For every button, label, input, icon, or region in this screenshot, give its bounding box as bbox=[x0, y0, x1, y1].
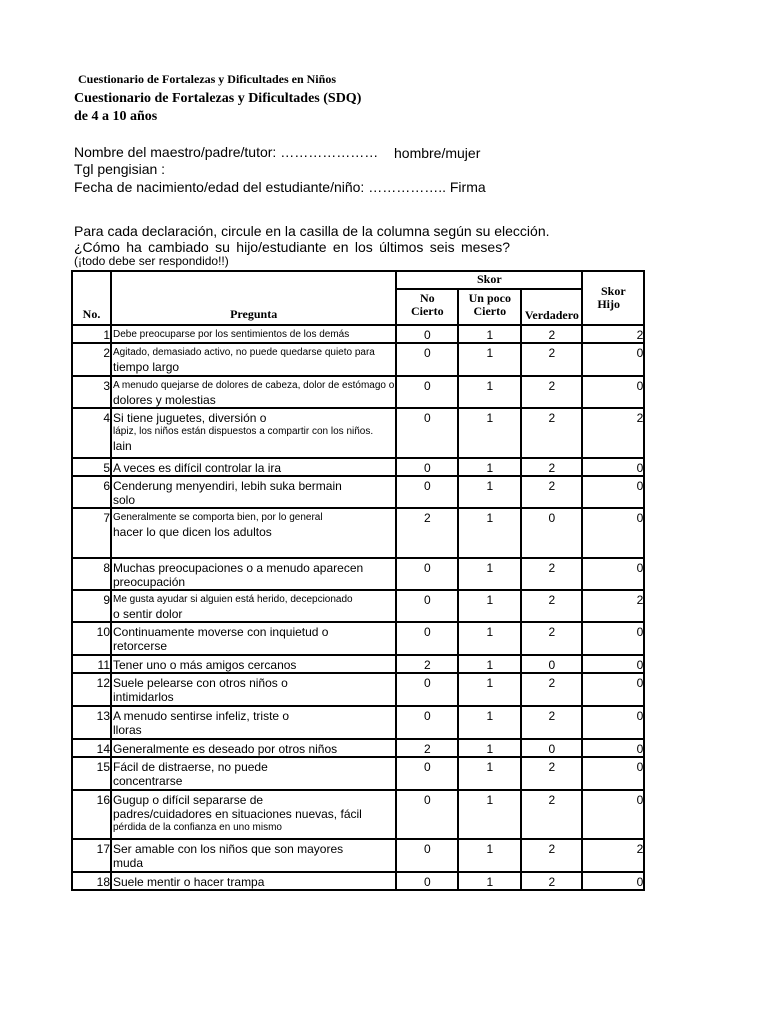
question-text-line: Gugup o difícil separarse de bbox=[113, 793, 264, 807]
child-score: 0 bbox=[582, 558, 644, 590]
question-text bbox=[111, 408, 396, 458]
instruction-1: Para cada declaración, circule en la casilla de la columna según su elección. bbox=[74, 223, 550, 239]
option-no-cierto[interactable]: 0 bbox=[396, 476, 458, 508]
option-un-poco-cierto[interactable]: 1 bbox=[458, 558, 521, 590]
question-text-line: Ser amable con los niños que son mayores bbox=[113, 842, 344, 856]
child-score: 0 bbox=[582, 343, 644, 376]
child-score: 0 bbox=[582, 706, 644, 739]
question-text bbox=[111, 839, 396, 872]
question-row bbox=[72, 508, 644, 558]
question-text-line: muda bbox=[113, 856, 144, 870]
option-verdadero[interactable]: 2 bbox=[521, 673, 582, 706]
question-text-line: Si tiene juguetes, diversión o bbox=[113, 411, 267, 425]
option-verdadero[interactable]: 0 bbox=[521, 508, 582, 558]
question-row bbox=[72, 476, 644, 508]
question-text-line: Tener uno o más amigos cercanos bbox=[113, 658, 297, 672]
option-no-cierto[interactable]: 0 bbox=[396, 706, 458, 739]
child-score: 0 bbox=[582, 790, 644, 839]
question-text-line: Muchas preocupaciones o a menudo aparecen bbox=[113, 561, 364, 575]
header-no: No. bbox=[72, 271, 111, 325]
question-text-line: Suele mentir o hacer trampa bbox=[113, 875, 265, 889]
question-text-line: concentrarse bbox=[113, 774, 183, 788]
question-number: 6 bbox=[72, 476, 111, 508]
question-row bbox=[72, 376, 644, 408]
option-un-poco-cierto[interactable]: 1 bbox=[458, 590, 521, 622]
question-row bbox=[72, 739, 644, 757]
header-skor: Skor bbox=[396, 271, 582, 289]
question-text-line: padres/cuidadores en situaciones nuevas, fácil bbox=[113, 807, 362, 821]
option-verdadero[interactable]: 2 bbox=[521, 757, 582, 790]
question-number: 14 bbox=[72, 739, 111, 757]
option-no-cierto[interactable]: 2 bbox=[396, 739, 458, 757]
question-text-line: lápiz, los niños están dispuestos a compartir con los niños. bbox=[113, 426, 374, 437]
question-text bbox=[111, 655, 396, 673]
question-text bbox=[111, 325, 396, 343]
question-row bbox=[72, 590, 644, 622]
teacher-name-field[interactable]: Nombre del maestro/padre/tutor: ………………… bbox=[74, 144, 379, 160]
question-number: 2 bbox=[72, 343, 111, 376]
option-no-cierto[interactable]: 0 bbox=[396, 790, 458, 839]
question-row bbox=[72, 558, 644, 590]
question-row bbox=[72, 655, 644, 673]
option-verdadero[interactable]: 0 bbox=[521, 655, 582, 673]
option-no-cierto[interactable]: 2 bbox=[396, 508, 458, 558]
option-verdadero[interactable]: 2 bbox=[521, 590, 582, 622]
question-text-line: solo bbox=[113, 493, 136, 507]
option-un-poco-cierto[interactable]: 1 bbox=[458, 757, 521, 790]
option-verdadero[interactable]: 2 bbox=[521, 872, 582, 890]
question-row bbox=[72, 343, 644, 376]
question-text bbox=[111, 508, 396, 558]
child-score: 0 bbox=[582, 376, 644, 408]
question-row bbox=[72, 458, 644, 476]
question-number: 4 bbox=[72, 408, 111, 458]
question-text-line: Suele pelearse con otros niños o bbox=[113, 676, 288, 690]
option-un-poco-cierto[interactable]: 1 bbox=[458, 458, 521, 476]
option-un-poco-cierto[interactable]: 1 bbox=[458, 343, 521, 376]
question-text bbox=[111, 376, 396, 408]
gender-field[interactable]: hombre/mujer bbox=[394, 145, 481, 161]
option-verdadero[interactable]: 2 bbox=[521, 839, 582, 872]
option-un-poco-cierto[interactable]: 1 bbox=[458, 655, 521, 673]
option-un-poco-cierto[interactable]: 1 bbox=[458, 376, 521, 408]
instruction-2: ¿Cómo ha cambiado su hijo/estudiante en los últimos seis meses? bbox=[74, 239, 510, 255]
option-no-cierto[interactable]: 0 bbox=[396, 376, 458, 408]
question-text bbox=[111, 343, 396, 376]
question-number: 7 bbox=[72, 508, 111, 558]
fill-date-field[interactable]: Tgl pengisian : bbox=[74, 161, 166, 177]
question-row bbox=[72, 839, 644, 872]
instruction-3: (¡todo debe ser respondido!!) bbox=[74, 254, 229, 268]
question-text-line: lloras bbox=[113, 723, 142, 737]
option-verdadero[interactable]: 2 bbox=[521, 408, 582, 458]
child-score: 0 bbox=[582, 655, 644, 673]
question-text-line: A veces es difícil controlar la ira bbox=[113, 461, 282, 475]
option-verdadero[interactable]: 2 bbox=[521, 376, 582, 408]
question-text bbox=[111, 872, 396, 890]
child-score: 0 bbox=[582, 673, 644, 706]
option-no-cierto[interactable]: 0 bbox=[396, 757, 458, 790]
option-un-poco-cierto[interactable]: 1 bbox=[458, 325, 521, 343]
child-score: 2 bbox=[582, 590, 644, 622]
question-number: 18 bbox=[72, 872, 111, 890]
question-row bbox=[72, 757, 644, 790]
option-un-poco-cierto[interactable]: 1 bbox=[458, 622, 521, 655]
question-text bbox=[111, 739, 396, 757]
header-skor-hijo: Skor Hijo bbox=[582, 271, 644, 325]
question-text-line: hacer lo que dicen los adultos bbox=[113, 525, 272, 539]
child-score: 0 bbox=[582, 508, 644, 558]
question-text-line: A menudo sentirse infeliz, triste o bbox=[113, 709, 290, 723]
option-no-cierto[interactable]: 0 bbox=[396, 325, 458, 343]
option-un-poco-cierto[interactable]: 1 bbox=[458, 508, 521, 558]
child-score: 0 bbox=[582, 458, 644, 476]
option-verdadero[interactable]: 2 bbox=[521, 558, 582, 590]
question-text bbox=[111, 558, 396, 590]
question-text-line: preocupación bbox=[113, 575, 186, 589]
option-no-cierto[interactable]: 0 bbox=[396, 590, 458, 622]
question-row bbox=[72, 872, 644, 890]
question-text-line: pérdida de la confianza en uno mismo bbox=[113, 822, 282, 833]
question-text bbox=[111, 590, 396, 622]
option-no-cierto[interactable]: 0 bbox=[396, 408, 458, 458]
option-un-poco-cierto[interactable]: 1 bbox=[458, 673, 521, 706]
question-text-line: Me gusta ayudar si alguien está herido, decepcionado bbox=[113, 594, 353, 605]
question-text bbox=[111, 790, 396, 839]
option-no-cierto[interactable]: 0 bbox=[396, 673, 458, 706]
question-number: 12 bbox=[72, 673, 111, 706]
question-text-line: Generalmente es deseado por otros niños bbox=[113, 742, 338, 756]
option-verdadero[interactable]: 0 bbox=[521, 739, 582, 757]
question-text bbox=[111, 757, 396, 790]
option-no-cierto[interactable]: 2 bbox=[396, 655, 458, 673]
child-score: 2 bbox=[582, 325, 644, 343]
question-text-line: Cenderung menyendiri, lebih suka bermain bbox=[113, 479, 342, 493]
question-text bbox=[111, 673, 396, 706]
page-title: Cuestionario de Fortalezas y Dificultades (SDQ) bbox=[74, 91, 362, 106]
question-text-line: A menudo quejarse de dolores de cabeza, dolor de estómago o bbox=[113, 380, 395, 391]
question-row bbox=[72, 706, 644, 739]
option-no-cierto[interactable]: 0 bbox=[396, 343, 458, 376]
question-text-line: o sentir dolor bbox=[113, 607, 183, 621]
question-number: 16 bbox=[72, 790, 111, 839]
question-text bbox=[111, 476, 396, 508]
question-text bbox=[111, 458, 396, 476]
option-no-cierto[interactable]: 0 bbox=[396, 458, 458, 476]
option-un-poco-cierto[interactable]: 1 bbox=[458, 706, 521, 739]
question-number: 8 bbox=[72, 558, 111, 590]
birth-signature-field[interactable]: Fecha de nacimiento/edad del estudiante/niño: …………….. Firma bbox=[74, 179, 486, 195]
question-number: 17 bbox=[72, 839, 111, 872]
question-text-line: dolores y molestias bbox=[113, 393, 216, 407]
child-score: 2 bbox=[582, 408, 644, 458]
question-text-line: Agitado, demasiado activo, no puede quedarse quieto para bbox=[113, 347, 375, 358]
option-un-poco-cierto[interactable]: 1 bbox=[458, 839, 521, 872]
question-row bbox=[72, 408, 644, 458]
option-verdadero[interactable]: 2 bbox=[521, 476, 582, 508]
question-text bbox=[111, 706, 396, 739]
question-number: 1 bbox=[72, 325, 111, 343]
option-verdadero[interactable]: 2 bbox=[521, 325, 582, 343]
question-text-line: tiempo largo bbox=[113, 360, 180, 374]
child-score: 2 bbox=[582, 839, 644, 872]
option-no-cierto[interactable]: 0 bbox=[396, 872, 458, 890]
question-text-line: retorcerse bbox=[113, 639, 168, 653]
header-question: Pregunta bbox=[111, 271, 396, 325]
small-title: Cuestionario de Fortalezas y Dificultades en Niños bbox=[78, 72, 336, 86]
question-number: 3 bbox=[72, 376, 111, 408]
option-no-cierto[interactable]: 0 bbox=[396, 558, 458, 590]
sdq-table bbox=[71, 270, 645, 891]
question-text-line: Debe preocuparse por los sentimientos de los demás bbox=[113, 329, 350, 340]
question-text-line: lain bbox=[113, 439, 132, 453]
question-row bbox=[72, 325, 644, 343]
child-score: 0 bbox=[582, 622, 644, 655]
header-verdadero: Verdadero bbox=[521, 289, 582, 325]
option-un-poco-cierto[interactable]: 1 bbox=[458, 790, 521, 839]
option-verdadero[interactable]: 2 bbox=[521, 790, 582, 839]
child-score: 0 bbox=[582, 476, 644, 508]
option-un-poco-cierto[interactable]: 1 bbox=[458, 476, 521, 508]
question-row bbox=[72, 790, 644, 839]
child-score: 0 bbox=[582, 872, 644, 890]
header-no-cierto: No Cierto bbox=[396, 289, 458, 325]
question-number: 9 bbox=[72, 590, 111, 622]
option-verdadero[interactable]: 2 bbox=[521, 458, 582, 476]
option-verdadero[interactable]: 2 bbox=[521, 706, 582, 739]
question-number: 13 bbox=[72, 706, 111, 739]
question-row bbox=[72, 622, 644, 655]
child-score: 0 bbox=[582, 757, 644, 790]
option-un-poco-cierto[interactable]: 1 bbox=[458, 872, 521, 890]
question-text-line: intimidarlos bbox=[113, 690, 174, 704]
question-number: 15 bbox=[72, 757, 111, 790]
option-un-poco-cierto[interactable]: 1 bbox=[458, 408, 521, 458]
question-text-line: Continuamente moverse con inquietud o bbox=[113, 625, 329, 639]
question-number: 5 bbox=[72, 458, 111, 476]
child-score: 0 bbox=[582, 739, 644, 757]
age-range: de 4 a 10 años bbox=[74, 109, 158, 124]
header-un-poco-cierto: Un poco Cierto bbox=[458, 289, 521, 325]
question-number: 10 bbox=[72, 622, 111, 655]
option-verdadero[interactable]: 2 bbox=[521, 343, 582, 376]
question-text bbox=[111, 622, 396, 655]
option-verdadero[interactable]: 2 bbox=[521, 622, 582, 655]
question-text-line: Generalmente se comporta bien, por lo general bbox=[113, 512, 323, 523]
question-text-line: Fácil de distraerse, no puede bbox=[113, 760, 268, 774]
question-row bbox=[72, 673, 644, 706]
option-no-cierto[interactable]: 0 bbox=[396, 839, 458, 872]
option-un-poco-cierto[interactable]: 1 bbox=[458, 739, 521, 757]
question-number: 11 bbox=[72, 655, 111, 673]
option-no-cierto[interactable]: 0 bbox=[396, 622, 458, 655]
